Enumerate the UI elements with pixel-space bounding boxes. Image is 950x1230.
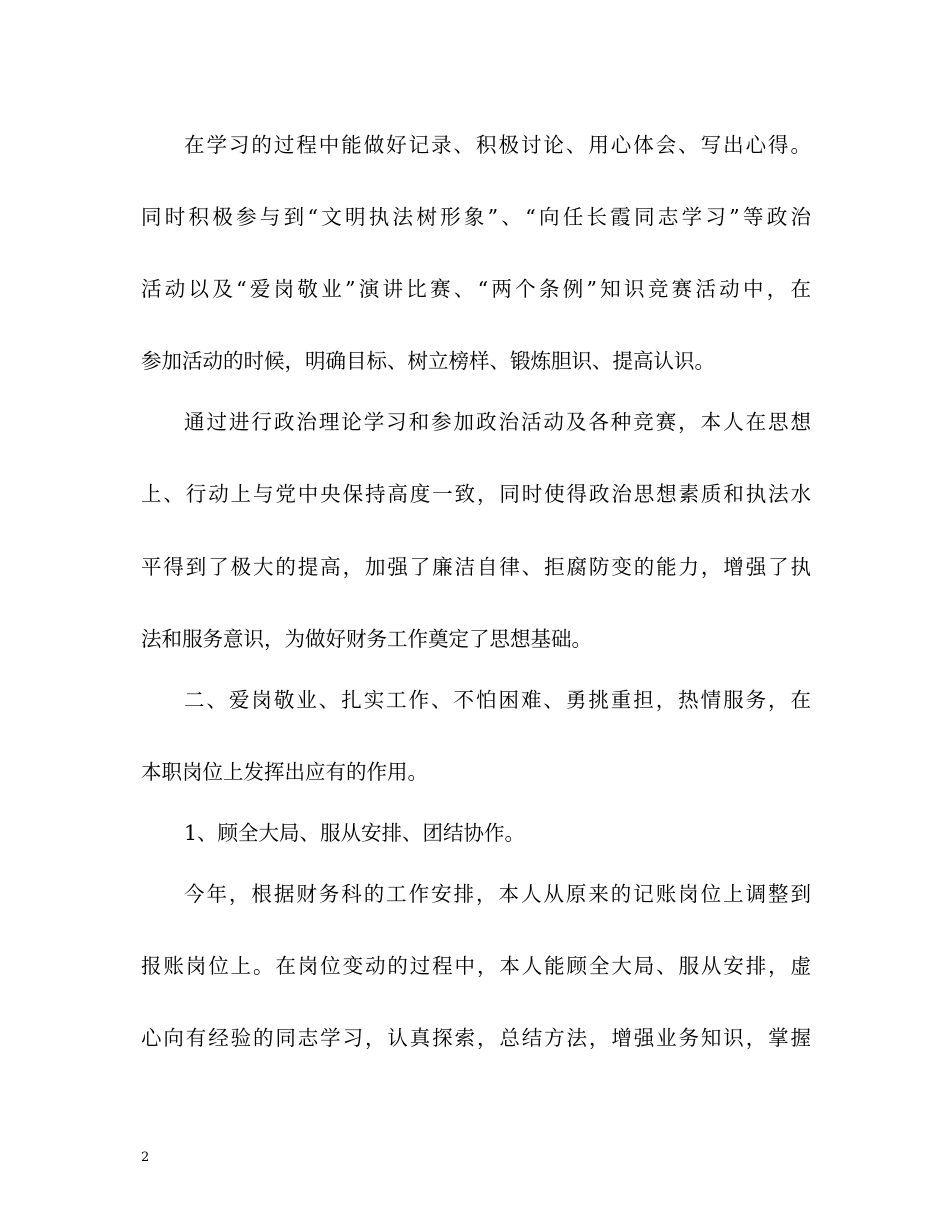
text-line: 通过进行政治理论学习和参加政治活动及各种竞赛，本人在思想 [184, 410, 811, 434]
text-line: 参加活动的时候，明确目标、树立榜样、锻炼胆识、提高认识。 [141, 349, 715, 373]
text-line: 心向有经验的同志学习，认真探索，总结方法，增强业务知识，掌握 [141, 1026, 811, 1050]
text-line: 1、顾全大局、服从安排、团结协作。 [184, 821, 526, 845]
text-line: 平得到了极大的提高，加强了廉洁自律、拒腐防变的能力，增强了执 [141, 555, 811, 579]
text-line: 报账岗位上。在岗位变动的过程中，本人能顾全大局、服从安排，虚 [141, 954, 811, 978]
text-line: 在学习的过程中能做好记录、积极讨论、用心体会、写出心得。 [184, 133, 811, 157]
page-number: 2 [141, 1150, 150, 1165]
text-line: 上、行动上与党中央保持高度一致，同时使得政治思想素质和执法水 [141, 482, 811, 506]
text-line: 本职岗位上发挥出应有的作用。 [141, 760, 428, 784]
text-line: 今年，根据财务科的工作安排，本人从原来的记账岗位上调整到 [184, 882, 811, 906]
text-line: 法和服务意识，为做好财务工作奠定了思想基础。 [141, 627, 592, 651]
text-line: 二、爱岗敬业、扎实工作、不怕困难、勇挑重担，热情服务，在 [184, 688, 811, 712]
text-line: 同时积极参与到“文明执法树形象”、“向任长霞同志学习”等政治 [141, 205, 811, 229]
text-line: 活动以及“爱岗敬业”演讲比赛、“两个条例”知识竞赛活动中，在 [141, 277, 811, 301]
